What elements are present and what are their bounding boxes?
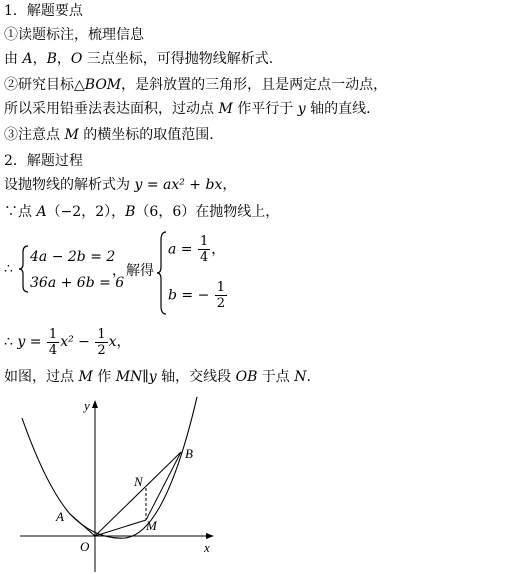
equation-1: 4a − 2b = 2 (30, 249, 116, 265)
label-O: O (80, 539, 90, 554)
parabola-result: ∴ y = $\frac{1}{4}$ x² − $\frac{1}{2}$ x， (4, 326, 131, 358)
left-brace (18, 244, 30, 294)
section2-heading: 2．解题过程 (4, 153, 83, 169)
solve-label: ，解得 (112, 263, 154, 279)
construction-text: 如图，过点 M 作 MN∥y 轴，交线段 OB 于点 N. (4, 369, 311, 385)
segment-OB (95, 452, 181, 536)
section1-point2-detail: 所以采用铅垂法表达面积，过动点 M 作平行于 y 轴的直线. (4, 101, 371, 117)
section1-point3: ③注意点 M 的横坐标的取值范围. (4, 127, 214, 143)
y-axis-arrow (92, 400, 98, 408)
x-axis-arrow (206, 533, 214, 539)
label-y: y (84, 398, 90, 413)
label-M: M (146, 518, 157, 533)
equation-2: 36a + 6b = 6 (30, 275, 125, 291)
segment-AO (70, 514, 95, 536)
parabola-figure (0, 394, 230, 574)
section1-point1: ①读题标注，梳理信息 (4, 27, 144, 43)
section1-point1-detail: 由 A，B，O 三点坐标，可得抛物线解析式. (4, 51, 274, 67)
label-N: N (134, 474, 143, 489)
label-x: x (204, 540, 210, 555)
label-B: B (185, 446, 193, 461)
solution-a: a = $\frac{1}{4}$ ， (168, 234, 226, 265)
section1-point2: ②研究目标△BOM，是斜放置的三角形，且是两定点一动点， (4, 77, 388, 93)
label-A: A (56, 509, 64, 524)
parabola-curve (22, 397, 197, 538)
solution-b: b = − $\frac{1}{2}$ (168, 280, 226, 311)
section1-heading: 1．解题要点 (4, 3, 83, 19)
points-on-parabola: ∵点 A（−2，2），B（6，6）在抛物线上， (4, 204, 280, 220)
parabola-setup: 设抛物线的解析式为 y = ax² + bx， (4, 177, 237, 193)
right-brace (156, 230, 168, 316)
segment-MB (146, 452, 181, 520)
